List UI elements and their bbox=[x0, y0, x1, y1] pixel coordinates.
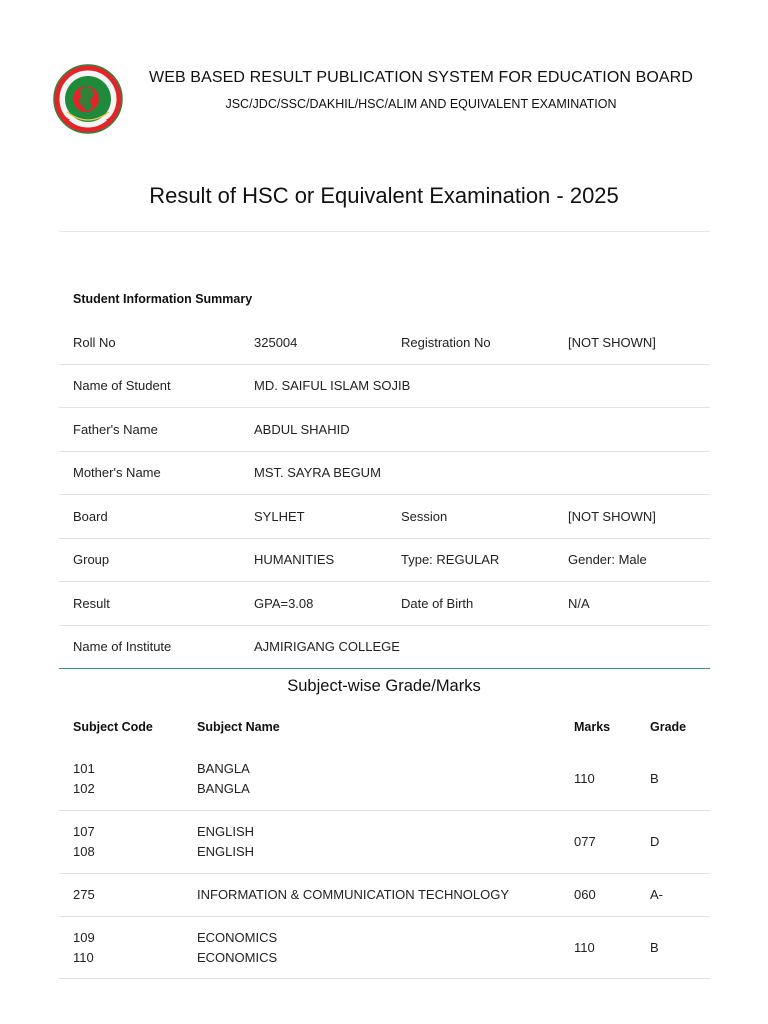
subjects-header-row bbox=[59, 705, 710, 748]
subject-name: INFORMATION & COMMUNICATION TECHNOLOGY bbox=[197, 887, 510, 902]
header-title: WEB BASED RESULT PUBLICATION SYSTEM FOR EDUCATION BOARD bbox=[149, 69, 693, 86]
subject-name: ECONOMICS bbox=[197, 929, 278, 945]
value-student-name: MD. SAIFUL ISLAM SOJIB bbox=[240, 364, 710, 408]
info-row-result bbox=[59, 582, 710, 626]
info-row-name bbox=[59, 364, 710, 408]
table-row bbox=[59, 874, 710, 917]
subject-name: ENGLISH bbox=[197, 824, 255, 839]
table-row bbox=[59, 811, 710, 874]
col-subject-name: Subject Name bbox=[197, 719, 280, 734]
label-mother-name: Mother's Name bbox=[59, 451, 240, 495]
subjects-table bbox=[59, 705, 710, 979]
divider bbox=[59, 231, 710, 232]
subject-code: 109 bbox=[73, 929, 95, 945]
label-result: Result bbox=[59, 582, 240, 626]
subject-grade: D bbox=[636, 811, 710, 874]
col-grade: Grade bbox=[650, 719, 687, 734]
subject-code: 101 bbox=[73, 761, 95, 776]
subject-name-cell bbox=[183, 874, 560, 917]
subject-marks: 060 bbox=[560, 874, 636, 917]
value-session: [NOT SHOWN] bbox=[554, 495, 710, 539]
subject-name-cell bbox=[183, 917, 560, 979]
value-registration: [NOT SHOWN] bbox=[554, 321, 710, 364]
subject-grade: B bbox=[636, 917, 710, 979]
label-registration: Registration No bbox=[387, 321, 554, 364]
subject-code: 102 bbox=[73, 781, 95, 796]
label-group: Group bbox=[59, 538, 240, 582]
info-row-roll bbox=[59, 321, 710, 364]
subject-marks: 110 bbox=[560, 748, 636, 811]
subject-code-cell bbox=[59, 917, 183, 979]
value-father-name: ABDUL SHAHID bbox=[240, 408, 710, 452]
col-marks: Marks bbox=[574, 719, 611, 734]
subject-code-cell bbox=[59, 748, 183, 811]
subject-name: BANGLA bbox=[197, 781, 250, 796]
value-group: HUMANITIES bbox=[240, 538, 387, 582]
value-type: Type: REGULAR bbox=[387, 538, 554, 582]
subject-name: ENGLISH bbox=[197, 844, 255, 859]
label-board: Board bbox=[59, 495, 240, 539]
col-subject-code: Subject Code bbox=[73, 719, 153, 734]
info-row-board bbox=[59, 495, 710, 539]
subject-code: 107 bbox=[73, 824, 95, 839]
value-board: SYLHET bbox=[240, 495, 387, 539]
subjects-heading: Subject-wise Grade/Marks bbox=[287, 677, 481, 695]
subject-name-cell bbox=[183, 748, 560, 811]
table-row bbox=[59, 917, 710, 979]
value-result: GPA=3.08 bbox=[240, 582, 387, 626]
info-row-father bbox=[59, 408, 710, 452]
subject-code: 110 bbox=[73, 949, 94, 965]
government-seal-icon bbox=[53, 64, 123, 134]
value-dob: N/A bbox=[554, 582, 710, 626]
value-gender: Gender: Male bbox=[554, 538, 710, 582]
label-father-name: Father's Name bbox=[59, 408, 240, 452]
label-dob: Date of Birth bbox=[387, 582, 554, 626]
label-institute: Name of Institute bbox=[59, 625, 240, 669]
subject-name: ECONOMICS bbox=[197, 949, 278, 965]
student-info-table bbox=[59, 321, 710, 669]
label-roll: Roll No bbox=[59, 321, 240, 364]
table-row bbox=[59, 748, 710, 811]
subject-code: 108 bbox=[73, 844, 95, 859]
value-institute: AJMIRIGANG COLLEGE bbox=[240, 625, 710, 669]
section-label-student-info: Student Information Summary bbox=[73, 292, 253, 306]
info-row-institute bbox=[59, 625, 710, 669]
label-session: Session bbox=[387, 495, 554, 539]
info-row-mother bbox=[59, 451, 710, 495]
value-mother-name: MST. SAYRA BEGUM bbox=[240, 451, 710, 495]
label-student-name: Name of Student bbox=[59, 364, 240, 408]
subject-name-cell bbox=[183, 811, 560, 874]
subject-grade: A- bbox=[636, 874, 710, 917]
subject-code: 275 bbox=[73, 887, 95, 902]
page-title: Result of HSC or Equivalent Examination - 2025 bbox=[149, 183, 619, 208]
info-row-group bbox=[59, 538, 710, 582]
subject-code-cell bbox=[59, 874, 183, 917]
value-roll: 325004 bbox=[240, 321, 387, 364]
subject-marks: 077 bbox=[560, 811, 636, 874]
subject-marks: 110 bbox=[560, 917, 636, 979]
subject-name: BANGLA bbox=[197, 761, 250, 776]
subject-grade: B bbox=[636, 748, 710, 811]
subject-code-cell bbox=[59, 811, 183, 874]
header-subtitle: JSC/JDC/SSC/DAKHIL/HSC/ALIM AND EQUIVALENT EXAMINATION bbox=[225, 97, 617, 111]
